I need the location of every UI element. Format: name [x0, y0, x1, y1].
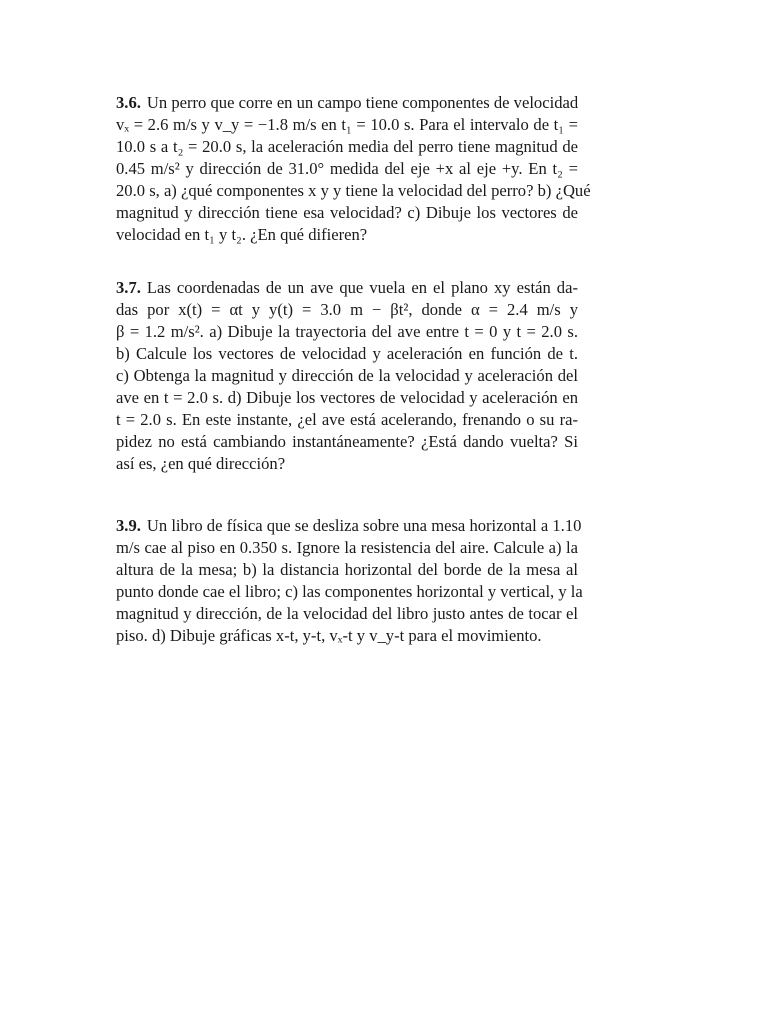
problem-line: punto donde cae el libro; c) las componentes horizontal y vertical, y la [116, 582, 583, 601]
problem-line: magnitud y dirección tiene esa velocidad? c) Dibuje los vectores de [116, 203, 578, 222]
problem-line: así es, ¿en qué dirección? [116, 454, 286, 473]
problem-line: velocidad en t₁ y t₂. ¿En qué difieren? [116, 225, 368, 244]
problem-line: piso. d) Dibuje gráficas x-t, y-t, vₓ-t y v_y-t para el movimiento. [116, 626, 542, 645]
problem-line: 10.0 s a t₂ = 20.0 s, la aceleración media del perro tiene magnitud de [116, 137, 578, 156]
problem-line [116, 277, 578, 299]
problem-line: β = 1.2 m/s². a) Dibuje la trayectoria del ave entre t = 0 y t = 2.0 s. [116, 322, 578, 341]
problem-line: 20.0 s, a) ¿qué componentes x y y tiene la velocidad del perro? b) ¿Qué [116, 181, 591, 200]
problem-3-9 [116, 515, 583, 647]
problem-line [116, 515, 582, 537]
problem-line [116, 92, 578, 114]
problem-number: 3.6. [116, 93, 141, 112]
problem-3-7 [116, 277, 578, 475]
problem-line: magnitud y dirección, de la velocidad del libro justo antes de tocar el [116, 604, 578, 623]
problem-line: pidez no está cambiando instantáneamente? ¿Está dando vuelta? Si [116, 432, 578, 451]
problem-text: Un perro que corre en un campo tiene componentes de velocidad [146, 93, 579, 112]
problem-text: Un libro de física que se desliza sobre una mesa horizontal a 1.10 [146, 516, 582, 535]
problem-line: t = 2.0 s. En este instante, ¿el ave está acelerando, frenando o su ra- [116, 410, 578, 429]
problem-line: m/s cae al piso en 0.350 s. Ignore la resistencia del aire. Calcule a) la [116, 538, 578, 557]
problem-text: Las coordenadas de un ave que vuela en el plano xy están da- [146, 278, 578, 297]
problem-line: 0.45 m/s² y dirección de 31.0° medida del eje +x al eje +y. En t₂ = [116, 159, 578, 178]
problem-line: b) Calcule los vectores de velocidad y aceleración en función de t. [116, 344, 578, 363]
problem-line: ave en t = 2.0 s. d) Dibuje los vectores de velocidad y aceleración en [116, 388, 578, 407]
problem-number: 3.9. [116, 516, 141, 535]
problem-number: 3.7. [116, 278, 141, 297]
problem-line: vₓ = 2.6 m/s y v_y = −1.8 m/s en t₁ = 10.0 s. Para el intervalo de t₁ = [116, 115, 578, 134]
problem-line: altura de la mesa; b) la distancia horizontal del borde de la mesa al [116, 560, 578, 579]
problem-line: c) Obtenga la magnitud y dirección de la velocidad y aceleración del [116, 366, 578, 385]
problem-line: das por x(t) = αt y y(t) = 3.0 m − βt², donde α = 2.4 m/s y [116, 300, 578, 319]
problem-3-6 [116, 92, 591, 246]
